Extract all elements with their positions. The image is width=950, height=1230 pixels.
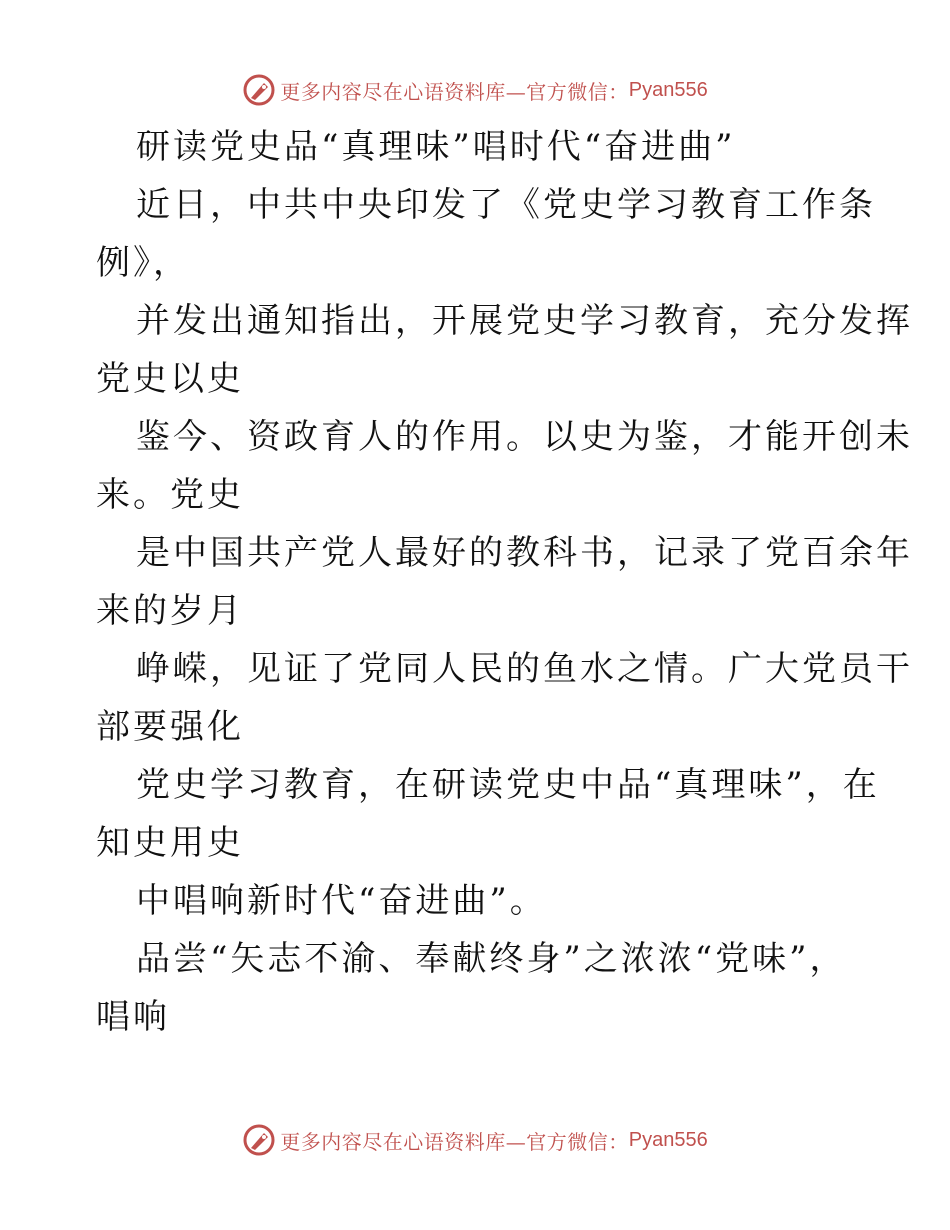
text-line: 来的岁月 — [96, 591, 244, 631]
document-body — [96, 118, 913, 1046]
text-line: 部要强化 — [96, 707, 244, 747]
text-line: 品尝“矢志不渝、奉献终身”之浓浓“党味”， — [136, 939, 847, 979]
footer-watermark — [0, 1120, 950, 1160]
text-line: 党史学习教育，在研读党史中品“真理味”，在 — [136, 765, 880, 805]
text-line: 研读党史品“真理味”唱时代“奋进曲” — [136, 127, 736, 167]
watermark-text: 更多内容尽在心语资料库—官方微信： — [280, 79, 629, 104]
header-watermark — [0, 70, 950, 110]
text-line: 峥嵘，见证了党同人民的鱼水之情。广大党员干 — [136, 649, 913, 689]
text-line: 中唱响新时代“奋进曲”。 — [136, 881, 547, 921]
pen-nib-logo-icon — [242, 1123, 276, 1157]
text-line: 近日，中共中央印发了《党史学习教育工作条 — [136, 185, 876, 225]
text-line: 例》， — [96, 243, 190, 283]
text-line: 知史用史 — [96, 823, 244, 863]
watermark-wechat-id: Pyan556 — [628, 78, 708, 101]
watermark-text: 更多内容尽在心语资料库—官方微信： — [280, 1129, 629, 1154]
text-line: 来。党史 — [96, 475, 244, 515]
text-line: 是中国共产党人最好的教科书，记录了党百余年 — [136, 533, 913, 573]
text-line: 党史以史 — [96, 359, 244, 399]
text-line: 鉴今、资政育人的作用。以史为鉴，才能开创未 — [136, 417, 913, 457]
text-line: 唱响 — [96, 997, 170, 1037]
watermark-wechat-id: Pyan556 — [628, 1128, 708, 1151]
text-line: 并发出通知指出，开展党史学习教育，充分发挥 — [136, 301, 913, 341]
pen-nib-logo-icon — [242, 73, 276, 107]
